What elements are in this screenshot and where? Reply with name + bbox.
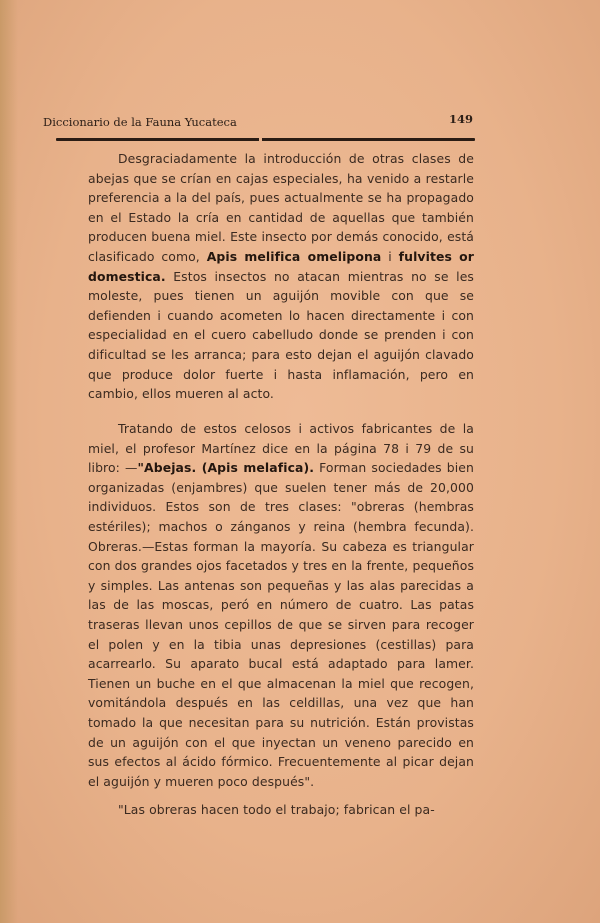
species-name: Apis melifica omelipona (206, 248, 382, 264)
text-run: Forman sociedades bien organizadas (enjambres) que suelen tener más de 20,000 individuos. Estos son de tres clases: "obreras (hembras estériles); machos o zánganos y reina (hembra fecunda). Obreras.—Estas forman la mayoría. Su cabeza es triangular con dos grandes ojos facetados y tres en la frente, pequeños y simples. Las antenas son pequeñas y las alas parecidas a las de las moscas, peró en número de cuatro. Las patas traseras llevan unos cepillos de que se sirven para recoger el polen y en la tibia unas depresiones (cestillas) para acarrearlo. Su aparato bucal está adaptado para lamer. Tienen un buche en el que almacenan la miel que recogen, vomitándola después en las celdillas, una vez que han tomado la que necesitan para su nutrición. Están provistas de un aguijón con el que inyectan un veneno parecido en sus efectos al ácido fórmico. Frecuentemente al picar dejan el aguijón y mueren poco después". (88, 460, 474, 789)
species-name: "Abejas. (Apis melafica). (137, 460, 315, 476)
text-run: Estos insectos no atacan mientras no se les moleste, pues tienen un aguijón movible con que se defienden i cuando acometen lo hacen directamente i con especialidad en el cuero cabelludo donde se prenden i con dificultad se les arranca; para esto dejan el aguijón clavado que produce dolor fuerte i hasta inflamación, pero en cambio, ellos mueren al acto. (88, 268, 474, 402)
page-number: 149 (448, 112, 473, 126)
paragraph-text (88, 419, 474, 791)
page-edge-shadow (0, 0, 18, 923)
text-run: Desgraciadamente la introducción de otras clases de abejas que se crían en cajas especiales, ha venido a restarle preferencia a la del país, pues actualmente se ha propagado en el Estado la cría en cantidad de aquellas que también producen buena miel. Este insecto por demás conocido, está clasificado como, (88, 151, 474, 264)
text-run: Tratando de estos celosos i activos fabricantes de la miel, el profesor Martínez dice en la página 78 i 79 de su libro: — (88, 421, 474, 476)
paragraph-text (88, 149, 474, 404)
text-run: i (381, 248, 399, 264)
text-run: "Las obreras hacen todo el trabajo; fabrican el pa- (118, 802, 435, 817)
header-rule-gap (259, 137, 262, 142)
paragraph-1 (88, 149, 474, 404)
species-name: fulvites or domestica. (88, 248, 474, 284)
header-rule (56, 138, 475, 141)
running-header (43, 112, 473, 132)
paragraph-text (88, 800, 474, 820)
paragraph-2 (88, 419, 474, 791)
paragraph-3 (88, 800, 474, 820)
running-title: Diccionario de la Fauna Yucateca (43, 115, 237, 129)
